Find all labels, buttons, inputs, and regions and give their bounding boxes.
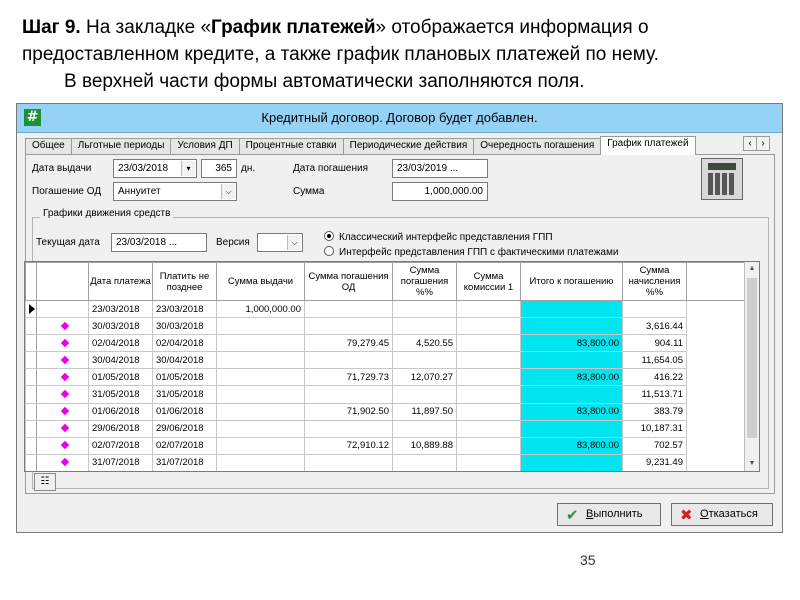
radio-actual-label: Интерфейс представления ГПП с фактическими платежами — [339, 247, 619, 258]
calculator-icon[interactable] — [701, 158, 743, 200]
grid-cell[interactable] — [457, 301, 521, 318]
grid-cell[interactable] — [393, 318, 457, 335]
version-select[interactable] — [257, 233, 303, 252]
run-button-hotkey: В — [586, 508, 594, 520]
grid-cell[interactable] — [393, 454, 457, 471]
grid-cell[interactable] — [305, 454, 393, 471]
grid-cell[interactable] — [217, 454, 305, 471]
grid-cell[interactable]: 11,654.05 — [623, 352, 687, 369]
cancel-button-hotkey: О — [700, 508, 709, 520]
grid-cell[interactable]: 30/03/2018 — [89, 318, 153, 335]
tab-repayment-order[interactable]: Очередность погашения — [473, 138, 601, 155]
sum-label: Сумма — [293, 186, 325, 197]
table-row[interactable] — [26, 318, 747, 335]
grid-cell[interactable]: 79,279.45 — [305, 335, 393, 352]
row-indicator[interactable] — [26, 335, 37, 352]
grid-cell[interactable] — [457, 318, 521, 335]
radio-unchecked-icon[interactable] — [324, 246, 334, 256]
grid-cell[interactable]: 31/05/2018 — [153, 386, 217, 403]
diamond-marker-icon — [61, 356, 69, 364]
grid-cell[interactable]: 702.57 — [623, 437, 687, 454]
grid-filler-cell — [687, 386, 747, 403]
row-indicator[interactable] — [26, 352, 37, 369]
tab-payment-schedule[interactable]: График платежей — [600, 136, 695, 155]
caption-tab-name: График платежей — [211, 17, 376, 38]
current-date-field[interactable]: 23/03/2018 ... — [111, 233, 207, 252]
run-button[interactable] — [557, 503, 661, 526]
grid-cell[interactable]: 71,729.73 — [305, 369, 393, 386]
repay-od-label: Погашение ОД — [32, 186, 102, 197]
radio-classic-label: Классический интерфейс представления ГПП — [339, 232, 553, 243]
grid-filler-cell — [687, 420, 747, 437]
grid-cell[interactable] — [393, 301, 457, 318]
grid-cell[interactable] — [457, 454, 521, 471]
grid-cell[interactable]: 10,187.31 — [623, 420, 687, 437]
cancel-button-label: тказаться — [708, 508, 758, 520]
tab-periodic-actions[interactable]: Периодические действия — [343, 138, 475, 155]
row-indicator[interactable] — [26, 369, 37, 386]
table-row[interactable] — [26, 420, 747, 437]
grid-cell[interactable] — [521, 352, 623, 369]
grid-cell[interactable] — [457, 369, 521, 386]
diamond-marker-icon — [61, 458, 69, 466]
grid-cell[interactable] — [457, 403, 521, 420]
row-marker — [37, 352, 89, 369]
table-row[interactable] — [26, 454, 747, 471]
row-marker — [37, 437, 89, 454]
grid-header-row — [26, 263, 747, 301]
grid-cell[interactable]: 383.79 — [623, 403, 687, 420]
tab-general[interactable]: Общее — [25, 138, 72, 155]
table-row[interactable] — [26, 335, 747, 352]
grid-cell[interactable] — [217, 403, 305, 420]
chevron-down-icon[interactable]: ⌵ — [221, 184, 235, 199]
app-icon: # — [24, 109, 41, 126]
row-indicator[interactable] — [26, 454, 37, 471]
grid-cell[interactable]: 10,889.88 — [393, 437, 457, 454]
grid-cell[interactable] — [521, 318, 623, 335]
grid-header-cell[interactable]: Сумма начисления %% — [623, 263, 687, 301]
grid-filler-cell — [687, 454, 747, 471]
grid-header-corner — [26, 263, 37, 301]
grid-cell[interactable]: 23/03/2018 — [153, 301, 217, 318]
window-titlebar[interactable] — [17, 104, 782, 133]
grid-cell[interactable]: 01/05/2018 — [153, 369, 217, 386]
cancel-button[interactable] — [671, 503, 773, 526]
row-marker — [37, 335, 89, 352]
grid-filler-cell — [687, 335, 747, 352]
sum-field[interactable]: 1,000,000.00 — [392, 182, 488, 201]
grid-header-cell[interactable]: Итого к погашению — [521, 263, 623, 301]
grid-filler-cell — [687, 403, 747, 420]
grid-header-cell[interactable]: Платить не позднее — [153, 263, 217, 301]
close-icon: ✖ — [680, 506, 693, 524]
diamond-marker-icon — [61, 407, 69, 415]
grid-cell[interactable]: 72,910.12 — [305, 437, 393, 454]
grid-cell[interactable]: 83,800.00 — [521, 437, 623, 454]
issue-date-field[interactable] — [113, 159, 197, 178]
row-indicator[interactable] — [26, 437, 37, 454]
grid-cell[interactable]: 02/07/2018 — [153, 437, 217, 454]
diamond-marker-icon — [61, 441, 69, 449]
tab-scroll-right-icon[interactable]: › — [756, 136, 770, 151]
grid-cell[interactable] — [457, 352, 521, 369]
grid-cell[interactable]: 11,513.71 — [623, 386, 687, 403]
grid-cell[interactable] — [393, 420, 457, 437]
grid-filler-cell — [687, 301, 747, 318]
diamond-marker-icon — [61, 338, 69, 346]
grid-cell[interactable]: 01/06/2018 — [153, 403, 217, 420]
repay-od-select[interactable] — [113, 182, 237, 201]
grid-cell[interactable]: 11,897.50 — [393, 403, 457, 420]
grid-cell[interactable]: 83,800.00 — [521, 403, 623, 420]
row-indicator[interactable] — [26, 318, 37, 335]
grid-cell[interactable] — [521, 420, 623, 437]
grid-cell[interactable]: 29/06/2018 — [89, 420, 153, 437]
diamond-marker-icon — [61, 424, 69, 432]
grid-cell[interactable]: 9,231.49 — [623, 454, 687, 471]
repay-date-field[interactable]: 23/03/2019 ... — [392, 159, 488, 178]
table-row[interactable] — [26, 437, 747, 454]
grid-cell[interactable]: 02/07/2018 — [89, 437, 153, 454]
table-row[interactable] — [26, 352, 747, 369]
diamond-marker-icon — [61, 321, 69, 329]
grid-cell[interactable]: 3,616.44 — [623, 318, 687, 335]
grid-filler-cell — [687, 437, 747, 454]
grid-filler-cell — [687, 369, 747, 386]
caption-step: Шаг 9. — [22, 17, 81, 38]
grid-cell[interactable] — [217, 369, 305, 386]
grid-cell[interactable] — [305, 386, 393, 403]
grid-header-cell[interactable]: Сумма комиссии 1 — [457, 263, 521, 301]
grid-cell[interactable] — [521, 301, 623, 318]
schedule-table — [25, 262, 747, 472]
repay-date-label: Дата погашения — [293, 163, 368, 174]
diamond-marker-icon — [61, 373, 69, 381]
row-marker — [37, 318, 89, 335]
row-indicator[interactable] — [26, 403, 37, 420]
grid-cell[interactable]: 4,520.55 — [393, 335, 457, 352]
row-marker — [37, 369, 89, 386]
grid-filler-cell — [687, 318, 747, 335]
issue-date-dropdown-icon[interactable]: ▾ — [181, 161, 195, 176]
version-label: Версия — [216, 237, 250, 248]
grid-cell[interactable] — [457, 420, 521, 437]
grid-header-cell[interactable]: Сумма погашения ОД — [305, 263, 393, 301]
grid-cell[interactable] — [305, 420, 393, 437]
grid-cell[interactable]: 31/07/2018 — [153, 454, 217, 471]
caption-part1: На закладке « — [80, 17, 212, 38]
grid-cell[interactable]: 30/04/2018 — [89, 352, 153, 369]
days-unit-label: дн. — [241, 163, 256, 174]
grid-cell[interactable] — [457, 437, 521, 454]
grid-cell[interactable] — [217, 318, 305, 335]
row-marker — [37, 420, 89, 437]
grid-cell[interactable]: 29/06/2018 — [153, 420, 217, 437]
grid-cell[interactable] — [457, 335, 521, 352]
caption-part2: » отображается информация о предоставленном кредите, а также график плановых платежей по нему. — [22, 17, 659, 65]
radio-classic-interface[interactable] — [324, 231, 553, 243]
row-indicator[interactable] — [26, 386, 37, 403]
grid-cell[interactable]: 01/05/2018 — [89, 369, 153, 386]
tab-scroll-left-icon[interactable]: ‹ — [743, 136, 757, 151]
current-row-pointer-icon — [29, 304, 35, 314]
scroll-up-icon[interactable]: ▲ — [748, 265, 756, 272]
grid-cell[interactable] — [393, 352, 457, 369]
grid-header-marker — [37, 263, 89, 301]
run-button-label: ыполнить — [593, 508, 643, 520]
grid-header-filler — [687, 263, 747, 301]
days-field[interactable]: 365 — [201, 159, 237, 178]
grid-cell[interactable] — [305, 318, 393, 335]
table-row[interactable] — [26, 301, 747, 318]
radio-checked-icon[interactable] — [324, 231, 334, 241]
credit-contract-window — [16, 103, 783, 533]
grid-cell[interactable] — [521, 386, 623, 403]
slide-number: 35 — [580, 552, 596, 568]
grid-cell[interactable] — [217, 386, 305, 403]
tab-grace-periods[interactable]: Льготные периоды — [71, 138, 172, 155]
grid-cell[interactable]: 31/07/2018 — [89, 454, 153, 471]
row-indicator[interactable] — [26, 420, 37, 437]
table-row[interactable] — [26, 369, 747, 386]
issue-date-label: Дата выдачи — [32, 163, 92, 174]
radio-actual-payments-interface[interactable] — [324, 246, 618, 258]
tab-dp-conditions[interactable]: Условия ДП — [170, 138, 239, 155]
grid-cell[interactable]: 83,800.00 — [521, 335, 623, 352]
grid-cell[interactable] — [457, 386, 521, 403]
row-marker — [37, 386, 89, 403]
grid-cell[interactable]: 904.11 — [623, 335, 687, 352]
grid-cell[interactable]: 23/03/2018 — [89, 301, 153, 318]
table-row[interactable] — [26, 386, 747, 403]
grid-cell[interactable]: 02/04/2018 — [153, 335, 217, 352]
grid-vertical-scrollbar[interactable] — [744, 262, 759, 471]
grid-cell[interactable]: 01/06/2018 — [89, 403, 153, 420]
row-marker — [37, 403, 89, 420]
row-indicator[interactable] — [26, 301, 37, 318]
grid-options-icon[interactable]: ☷ — [34, 473, 56, 491]
tab-scroll-arrows — [743, 136, 769, 151]
row-marker — [37, 301, 89, 318]
grid-cell[interactable]: 31/05/2018 — [89, 386, 153, 403]
grid-cell[interactable]: 30/03/2018 — [153, 318, 217, 335]
diamond-marker-icon — [61, 390, 69, 398]
grid-header-cell[interactable]: Дата платежа — [89, 263, 153, 301]
grid-cell[interactable] — [521, 454, 623, 471]
repay-od-value: Аннуитет — [118, 186, 161, 197]
grid-cell[interactable]: 30/04/2018 — [153, 352, 217, 369]
grid-cell[interactable] — [305, 301, 393, 318]
row-marker — [37, 454, 89, 471]
grid-header-cell[interactable]: Сумма погашения %% — [393, 263, 457, 301]
grid-cell[interactable] — [217, 335, 305, 352]
grid-cell[interactable]: 416.22 — [623, 369, 687, 386]
group-title: Графики движения средств — [40, 208, 173, 219]
table-row[interactable] — [26, 403, 747, 420]
grid-cell[interactable]: 1,000,000.00 — [217, 301, 305, 318]
grid-cell[interactable] — [305, 352, 393, 369]
scroll-thumb[interactable] — [747, 278, 757, 438]
checkmark-icon: ✔ — [566, 506, 579, 524]
grid-cell[interactable] — [217, 352, 305, 369]
slide-caption — [22, 14, 782, 95]
grid-cell[interactable]: 83,800.00 — [521, 369, 623, 386]
grid-cell[interactable] — [217, 420, 305, 437]
tab-interest-rates[interactable]: Процентные ставки — [239, 138, 344, 155]
current-date-label: Текущая дата — [36, 237, 100, 248]
grid-cell[interactable]: 12,070.27 — [393, 369, 457, 386]
payment-schedule-grid[interactable] — [24, 261, 760, 472]
grid-filler-cell — [687, 352, 747, 369]
issue-date-value: 23/03/2018 — [118, 163, 169, 174]
window-title: Кредитный договор. Договор будет добавлен. — [261, 110, 538, 125]
version-chevron-down-icon[interactable]: ⌵ — [287, 235, 301, 250]
tab-strip — [25, 136, 695, 155]
grid-header-cell[interactable]: Сумма выдачи — [217, 263, 305, 301]
grid-cell[interactable] — [623, 301, 687, 318]
caption-line3: В верхней части формы автоматически заполняются поля. — [64, 71, 585, 92]
grid-cell[interactable] — [393, 386, 457, 403]
grid-cell[interactable]: 02/04/2018 — [89, 335, 153, 352]
grid-cell[interactable] — [217, 437, 305, 454]
grid-cell[interactable]: 71,902.50 — [305, 403, 393, 420]
scroll-down-icon[interactable]: ▼ — [748, 460, 756, 467]
